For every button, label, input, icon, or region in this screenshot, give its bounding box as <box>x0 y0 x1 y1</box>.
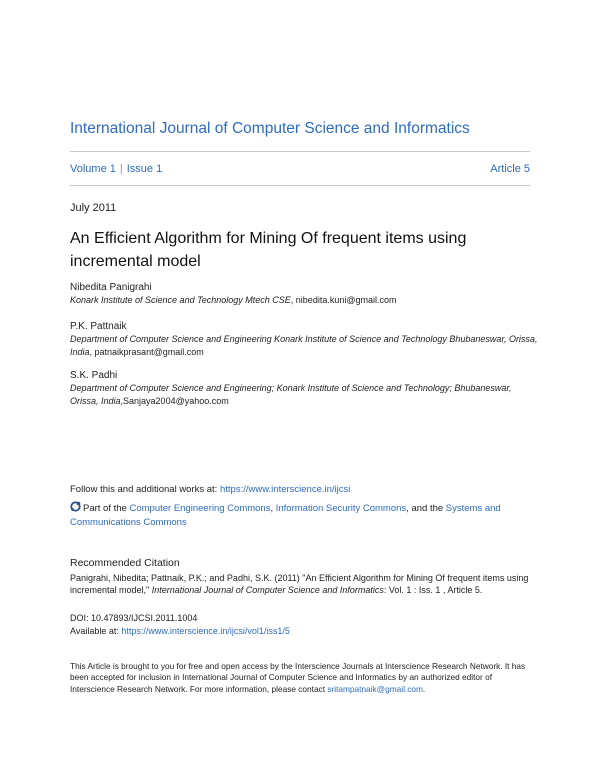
available-at-line <box>70 625 290 637</box>
doi: DOI: 10.47893/IJCSI.2011.1004 <box>70 613 198 623</box>
author-email: ,Sanjaya2004@yahoo.com <box>120 395 229 406</box>
information-security-commons-link[interactable]: Information Security Commons <box>275 503 407 514</box>
follow-link[interactable]: https://www.interscience.in/ijcsi <box>219 484 351 495</box>
citation-text <box>70 572 530 597</box>
follow-line <box>70 484 350 496</box>
affiliation-institution: Department of Computer Science and Engineering; Konark Institute of Science and Technology; Bhubaneswar, Orissa, India <box>70 383 512 406</box>
part-of-prefix: Part of the <box>83 503 130 514</box>
computer-engineering-commons-link[interactable]: Computer Engineering Commons <box>129 503 271 514</box>
affiliation-institution: Konark Institute of Science and Technology Mtech CSE <box>70 295 291 305</box>
citation-authors-title: Panigrahi, Nibedita; Pattnaik, P.K.; and Padhi, S.K. (2011) "An Efficient Algorithm for Mining Of frequent items using incremental model," <box>70 573 529 596</box>
author-email: , patnaikprasant@gmail.com <box>89 346 204 357</box>
notice-text: This Article is brought to you for free and open access by the Interscience Journals at Interscience Research Network. It has been accepted for inclusion in International Journal of Computer Science and Informatics by an authorized editor of Interscience Research Network. For more information, please contact <box>70 661 526 694</box>
author-affiliation <box>70 294 540 307</box>
author-name: P.K. Pattnaik <box>70 321 127 332</box>
volume-link[interactable]: Volume 1 <box>70 163 116 175</box>
issue-separator: | <box>119 163 123 175</box>
author-affiliation <box>70 382 540 407</box>
part-of-line <box>70 501 530 530</box>
author-name: Nibedita Panigrahi <box>70 282 152 293</box>
divider-top <box>70 151 530 152</box>
available-label: Available at: <box>70 626 122 636</box>
author-affiliation <box>70 333 540 358</box>
part-of-comma: , <box>270 503 276 514</box>
author-block <box>70 369 540 407</box>
publication-date: July 2011 <box>70 202 117 214</box>
follow-text: Follow this and additional works at: <box>70 484 220 495</box>
issue-link[interactable]: Issue 1 <box>126 163 163 175</box>
contact-email-link[interactable]: sritampatnaik@gmail.com <box>327 683 423 694</box>
author-name: S.K. Padhi <box>70 370 118 381</box>
systems-communications-commons-link[interactable]: Systems and Communications Commons <box>70 503 501 528</box>
author-block <box>70 320 540 358</box>
citation-journal: International Journal of Computer Science and Informatics <box>151 585 384 596</box>
journal-title-link[interactable]: International Journal of Computer Science and Informatics <box>70 120 470 137</box>
divider-bottom <box>70 185 530 186</box>
author-email: , nibedita.kuni@gmail.com <box>290 295 397 305</box>
citation-volume: : Vol. 1 : Iss. 1 , Article 5. <box>383 585 483 596</box>
recommended-citation-heading: Recommended Citation <box>70 557 180 569</box>
notice-end: . <box>422 683 426 694</box>
article-link[interactable]: Article 5 <box>490 163 530 175</box>
paper-title: An Efficient Algorithm for Mining Of frequent items using incremental model <box>70 230 467 270</box>
access-notice <box>70 661 530 695</box>
network-icon <box>70 501 81 512</box>
affiliation-institution: Department of Computer Science and Engineering Konark Institute of Science and Technology Bhubaneswar, Orissa, India <box>70 334 538 357</box>
part-of-and-the: , and the <box>406 503 446 514</box>
author-block <box>70 281 540 307</box>
issue-nav <box>70 162 530 176</box>
available-link[interactable]: https://www.interscience.in/ijcsi/vol1/iss1/5 <box>121 626 290 636</box>
